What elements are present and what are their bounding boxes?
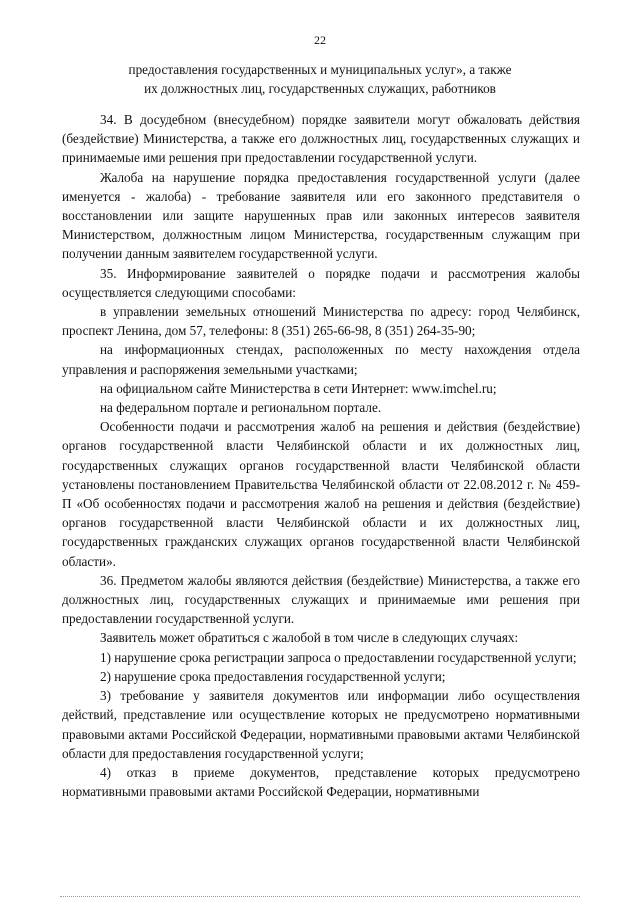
paragraph-portals: на федеральном портале и региональном портале. [100, 400, 382, 416]
list-item-4: 4) отказ в приеме документов, представление которых предусмотрено нормативными правовыми актами Российской Федерации, нормативными [62, 764, 580, 800]
paragraph-35: 35. Информирование заявителей о порядке подачи и рассмотрения жалобы осуществляется следующими способами: [62, 265, 580, 300]
bottom-divider [60, 896, 580, 897]
document-body [62, 110, 580, 801]
paragraph-cases-intro: Заявитель может обратиться с жалобой в том числе в следующих случаях: [100, 630, 519, 646]
section-heading [62, 60, 578, 98]
section-heading-line-1: предоставления государственных и муниципальных услуг», а также [128, 62, 512, 77]
paragraph-regulation: Особенности подачи и рассмотрения жалоб на решения и действия (бездействие) органов государственной власти Челябинской области и их должностных лиц, государственных служащих органов государственной власти Челябинской области установлены постановлением Правительства Челябинской области от 22.08.2012 г. № 459-П «Об особенностях подачи и рассмотрения жалоб на решения и действия (бездействие) органов государственной власти Челябинской области и их должностных лиц, государственных гражданских служащих органов государственной власти Челябинской области». [62, 419, 580, 569]
section-heading-line-2: их должностных лиц, государственных служащих, работников [144, 81, 496, 96]
paragraph-34: 34. В досудебном (внесудебном) порядке заявители могут обжаловать действия (бездействие) Министерства, а также его должностных лиц, государственных служащих и принимаемые ими решения при предоставлении государственной услуги. [62, 112, 580, 166]
paragraph-info-stands: на информационных стендах, расположенных по месту нахождения отдела управления и распоряжения земельными участками; [62, 342, 580, 377]
list-item-3: 3) требование у заявителя документов или информации либо осуществления действий, представление или осуществление которых не предусмотрено нормативными правовыми актами Российской Федерации, нормативными правовыми актами Челябинской области для предоставления государственной услуги; [62, 688, 580, 761]
paragraph-complaint-definition: Жалоба на нарушение порядка предоставления государственной услуги (далее именуется - жалоба) - требование заявителя или его законного представителя о восстановлении или защите нарушенных прав или законных интересов заявителя Министерством, должностным лицом Министерства, государственным служащим при получении данным заявителем государственной услуги. [62, 169, 580, 262]
paragraph-address: в управлении земельных отношений Министерства по адресу: город Челябинск, проспект Ленина, дом 57, телефоны: 8 (351) 265-66-98, 8 (351) 264-35-90; [62, 304, 580, 339]
list-item-1: 1) нарушение срока регистрации запроса о предоставлении государственной услуги; [100, 649, 577, 665]
page-number: 22 [314, 33, 326, 47]
list-item-2: 2) нарушение срока предоставления государственной услуги; [100, 668, 446, 684]
paragraph-36: 36. Предметом жалобы являются действия (бездействие) Министерства, а также его должностных лиц, государственных служащих и принимаемые ими решения при предоставлении государственной услуги. [62, 572, 580, 627]
paragraph-official-site: на официальном сайте Министерства в сети Интернет: www.imchel.ru; [100, 380, 497, 396]
